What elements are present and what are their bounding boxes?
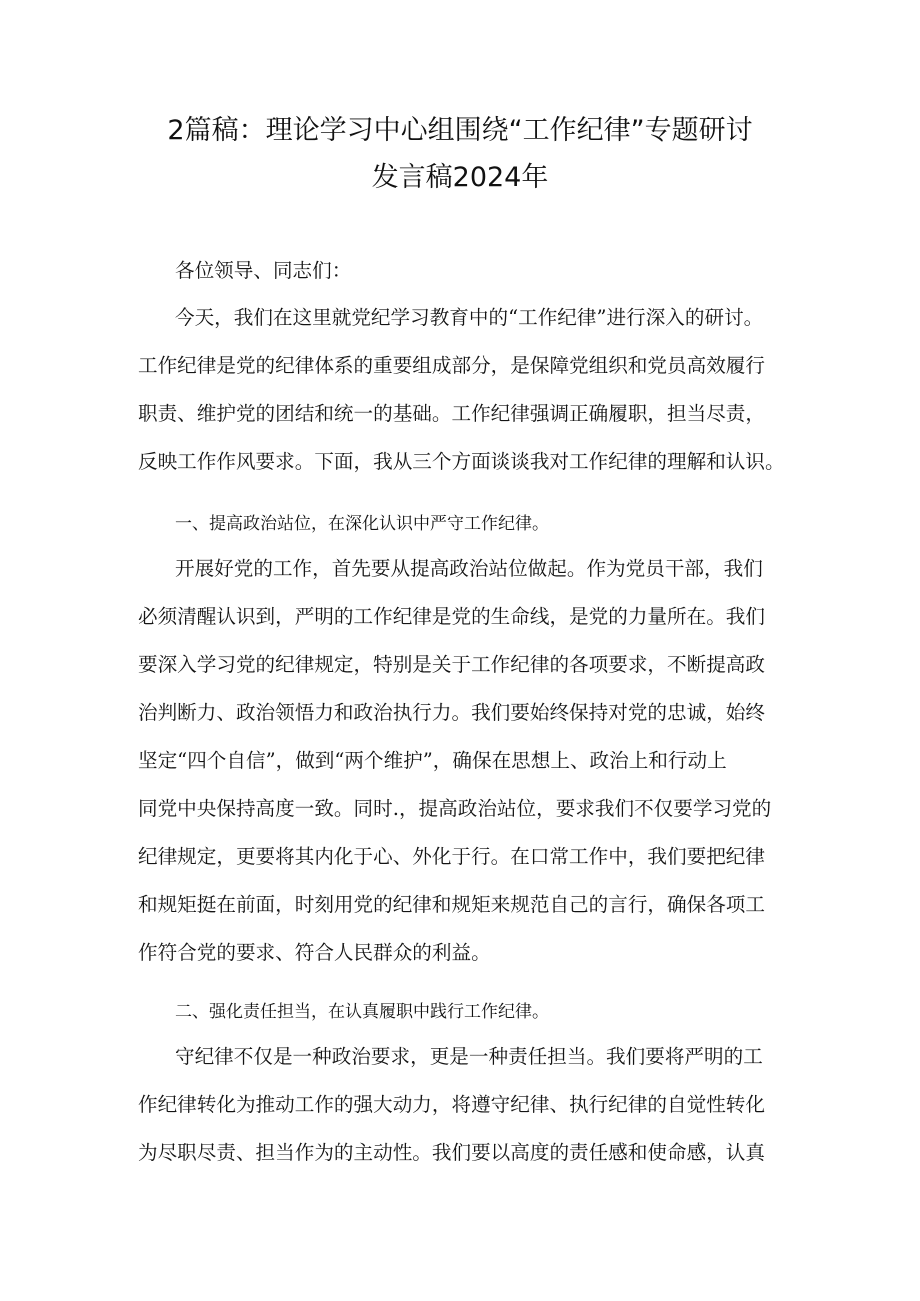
section-1-line-6: 同党中央保持高度一致。同时.，提高政治站位，要求我们不仅要学习党的 [138, 797, 772, 820]
section-1-heading: 一、提高政治站位，在深化认识中严守工作纪律。 [175, 514, 549, 534]
section-1-line-7: 纪律规定，更要将其内化于心、外化于行。在口常工作中，我们要把纪律 [138, 845, 765, 868]
document-title-line-1: 2篇稿：理论学习中心组围绕“工作纪律”专题研讨 [167, 115, 753, 146]
section-2-heading: 二、强化责任担当，在认真履职中践行工作纪律。 [175, 1002, 549, 1022]
intro-line-4: 反映工作作风要求。下面，我从三个方面谈谈我对工作纪律的理解和认识。 [138, 450, 785, 473]
section-1-line-2: 必须清醒认识到，严明的工作纪律是党的生命线，是党的力量所在。我们 [138, 605, 765, 628]
section-2-line-1: 守纪律不仅是一种政治要求，更是一种责任担当。我们要将严明的工 [175, 1045, 763, 1068]
section-1-line-4: 治判断力、政治领悟力和政治执行力。我们要始终保持对党的忠诚，始终 [138, 701, 765, 724]
section-1-line-1: 开展好党的工作，首先要从提高政治站位做起。作为党员干部，我们 [175, 557, 763, 580]
section-1-line-3: 要深入学习党的纪律规定，特别是关于工作纪律的各项要求，不断提高政 [138, 653, 765, 676]
intro-line-2: 工作纪律是党的纪律体系的重要组成部分，是保障党组织和党员高效履行 [138, 354, 765, 377]
document-title-line-2: 发言稿2024年 [371, 162, 549, 193]
section-2-line-3: 为尽职尽责、担当作为的主动性。我们要以高度的责任感和使命感，认真 [138, 1141, 765, 1164]
section-1-line-5: 坚定“四个自信”，做到“两个维护”，确保在思想上、政治上和行动上 [138, 749, 727, 772]
section-1-line-8: 和规矩挺在前面，时刻用党的纪律和规矩来规范自己的言行，确保各项工 [138, 893, 765, 916]
intro-line-3: 职责、维护党的团结和统一的基础。工作纪律强调正确履职，担当尽责， [138, 402, 765, 425]
section-2-line-2: 作纪律转化为推动工作的强大动力，将遵守纪律、执行纪律的自觉性转化 [138, 1093, 765, 1116]
salutation: 各位领导、同志们： [175, 259, 352, 282]
section-1-line-9: 作符合党的要求、符合人民群众的利益。 [138, 941, 491, 964]
intro-line-1: 今天，我们在这里就党纪学习教育中的“工作纪律”进行深入的研讨。 [175, 306, 764, 329]
